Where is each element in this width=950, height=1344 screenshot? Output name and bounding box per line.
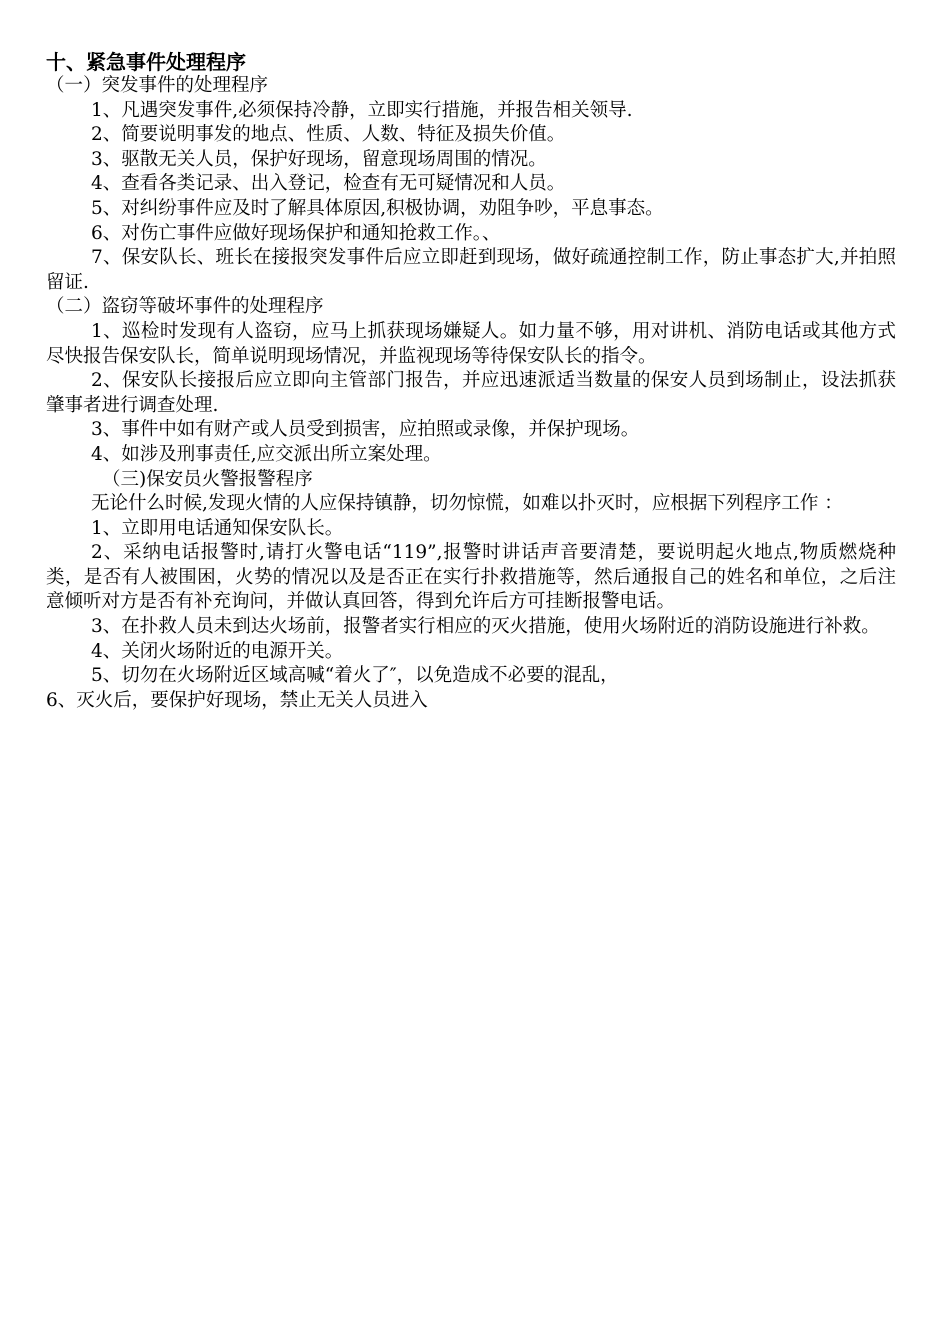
section-intro: 无论什么时候,发现火情的人应保持镇静，切勿惊慌，如难以扑灭时，应根据下列程序工作 ： — [91, 493, 843, 515]
section-heading-theft: （二）盗窃等破坏事件的处理程序 — [46, 296, 324, 318]
list-item: 7、保安队长、班长在接报突发事件后应立即赶到现场，做好疏通控制工作，防止事态扩大,并拍照留证. — [46, 247, 896, 293]
list-item: 3、在扑救人员未到达火场前，报警者实行相应的灭火措施，使用火场附近的消防设施进行补救。 — [91, 616, 880, 638]
list-item: 2、保安队长接报后应立即向主管部门报告，并应迅速派适当数量的保安人员到场制止，设法抓获肇事者进行调查处理. — [46, 370, 896, 416]
list-item: 6、对伤亡事件应做好现场保护和通知抢救工作。、 — [91, 222, 501, 244]
list-item: 1、凡遇突发事件,必须保持冷静，立即实行措施，并报告相关领导. — [91, 99, 633, 121]
list-item: 3、驱散无关人员，保护好现场，留意现场周围的情况。 — [91, 148, 547, 170]
list-item: 1、立即用电话通知保安队长。 — [91, 517, 344, 539]
document-title: 十、紧急事件处理程序 — [46, 50, 246, 74]
document-page — [46, 50, 896, 713]
list-item: 2、采纳电话报警时,请打火警电话“119”,报警时讲话声音要清楚，要说明起火地点,物质燃烧种类，是否有人被围困，火势的情况以及是否正在实行扑救措施等，然后通报自己的姓名和单位，之后注意倾听对方是否有补充询问，并做认真回答，得到允许后方可挂断报警电话。 — [46, 542, 896, 613]
list-item: 5、切勿在火场附近区域高喊“着火了″，以免造成不必要的混乱， — [91, 665, 619, 687]
list-item-last: 6、灭火后，要保护好现场，禁止无关人员进入 — [46, 689, 428, 711]
list-item: 4、如涉及刑事责任,应交派出所立案处理。 — [91, 443, 442, 465]
list-item: 4、关闭火场附近的电源开关。 — [91, 640, 344, 662]
list-item: 4、查看各类记录、出入登记，检查有无可疑情况和人员。 — [91, 173, 566, 195]
list-item: 5、对纠纷事件应及时了解具体原因,积极协调，劝阻争吵，平息事态。 — [91, 197, 664, 219]
list-item: 1、巡检时发现有人盗窃，应马上抓获现场嫌疑人。如力量不够，用对讲机、消防电话或其他方式尽快报告保安队长，简单说明现场情况，并监视现场等待保安队长的指令。 — [46, 320, 896, 367]
section-heading-fire-alarm: （三)保安员火警报警程序 — [102, 468, 313, 490]
section-heading-emergency: （一）突发事件的处理程序 — [46, 75, 269, 96]
list-item: 3、事件中如有财产或人员受到损害，应拍照或录像，并保护现场。 — [91, 419, 640, 441]
list-item: 2、简要说明事发的地点、性质、人数、特征及损失价值。 — [91, 124, 566, 146]
